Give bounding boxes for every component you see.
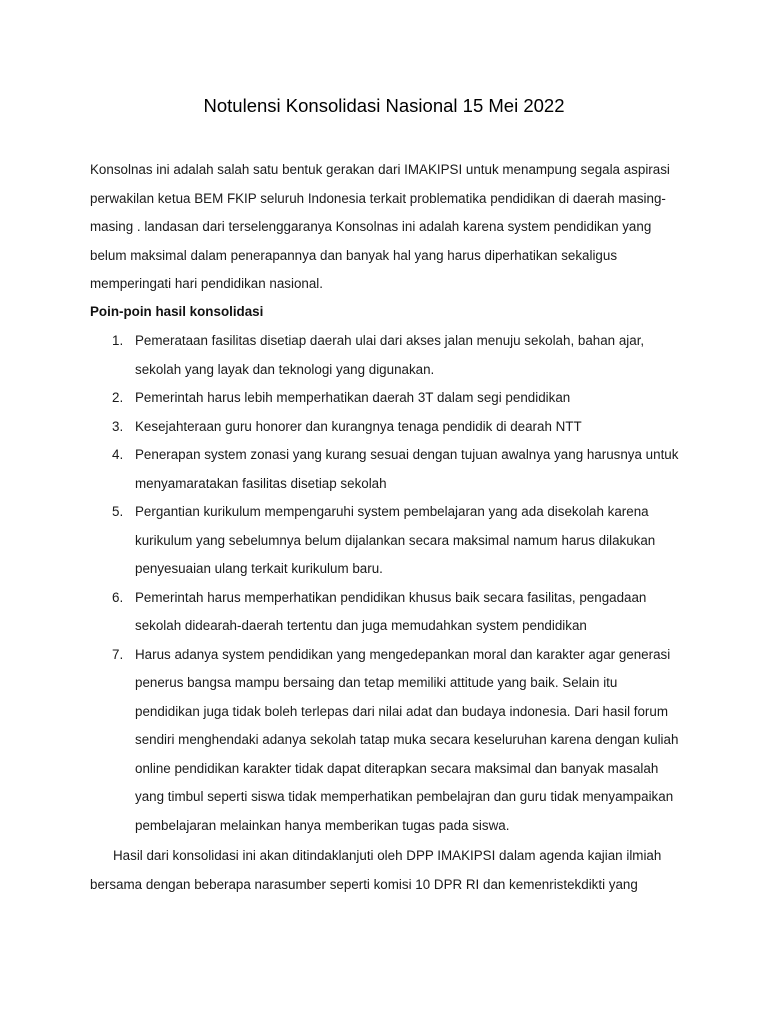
list-item-number: 1. — [112, 333, 124, 348]
list-item-text: Penerapan system zonasi yang kurang sesuai dengan tujuan awalnya yang harusnya untuk menyamaratakan fasilitas disetiap sekolah — [135, 447, 679, 491]
list-item — [90, 327, 682, 384]
list-item-text: Pemerataan fasilitas disetiap daerah ulai dari akses jalan menuju sekolah, bahan ajar, sekolah yang layak dan teknologi yang digunakan. — [135, 333, 645, 377]
list-item-text: Pergantian kurikulum mempengaruhi system pembelajaran yang ada disekolah karena kurikulum yang sebelumnya belum dijalankan secara maksimal namum harus dilakukan penyesuaian ulang terkait kurikulum baru. — [135, 504, 656, 576]
list-item — [90, 413, 682, 442]
list-item-text: Pemerintah harus memperhatikan pendidikan khusus baik secara fasilitas, pengadaan sekolah didearah-daerah tertentu dan juga memudahkan system pendidikan — [135, 589, 647, 633]
list-item — [90, 384, 682, 413]
list-item-number: 4. — [112, 447, 124, 462]
list-item-number: 2. — [112, 390, 124, 405]
intro-paragraph: Konsolnas ini adalah salah satu bentuk gerakan dari IMAKIPSI untuk menampung segala aspirasi perwakilan ketua BEM FKIP seluruh Indonesia terkait problematika pendidikan di daerah masing-masing . landasan dari terselenggaranya Konsolnas ini adalah karena system pendidikan yang belum maksimal dalam penerapannya dan banyak hal yang harus diperhatikan sekaligus memperingati hari pendidikan nasional. — [90, 162, 670, 291]
list-item — [90, 498, 682, 584]
list-item-number: 3. — [112, 418, 124, 434]
list-item — [90, 441, 682, 498]
list-item-text: Pemerintah harus lebih memperhatikan daerah 3T dalam segi pendidikan — [135, 390, 571, 405]
list-item-number: 5. — [112, 504, 124, 519]
list-item-number: 7. — [112, 646, 124, 662]
closing-paragraph: Hasil dari konsolidasi ini akan ditindaklanjuti oleh DPP IMAKIPSI dalam agenda kajian ilmiah bersama dengan beberapa narasumber seperti komisi 10 DPR RI dan kemenristekdikti yang — [90, 848, 662, 892]
document-title: Notulensi Konsolidasi Nasional 15 Mei 2022 — [203, 95, 565, 116]
list-item-text: Kesejahteraan guru honorer dan kurangnya tenaga pendidik di dearah NTT — [135, 418, 582, 434]
list-item — [90, 641, 682, 841]
list-item-number: 6. — [112, 589, 124, 605]
points-list — [90, 327, 682, 840]
list-item-text: Harus adanya system pendidikan yang mengedepankan moral dan karakter agar generasi penerus bangsa mampu bersaing dan tetap memiliki attitude yang baik. Selain itu pendidikan juga tidak boleh terlepas dari nilai adat dan budaya indonesia. Dari hasil forum sendiri menghendaki adanya sekolah tatap muka secara keseluruhan karena dengan kuliah online pendidikan karakter tidak dapat diterapkan secara maksimal dan banyak masalah yang timbul seperti siswa tidak memperhatikan pembelajran dan guru tidak menyampaikan pembelajaran melainkan hanya memberikan tugas pada siswa. — [135, 646, 679, 833]
list-item — [90, 584, 682, 641]
section-heading: Poin-poin hasil konsolidasi — [90, 304, 264, 319]
